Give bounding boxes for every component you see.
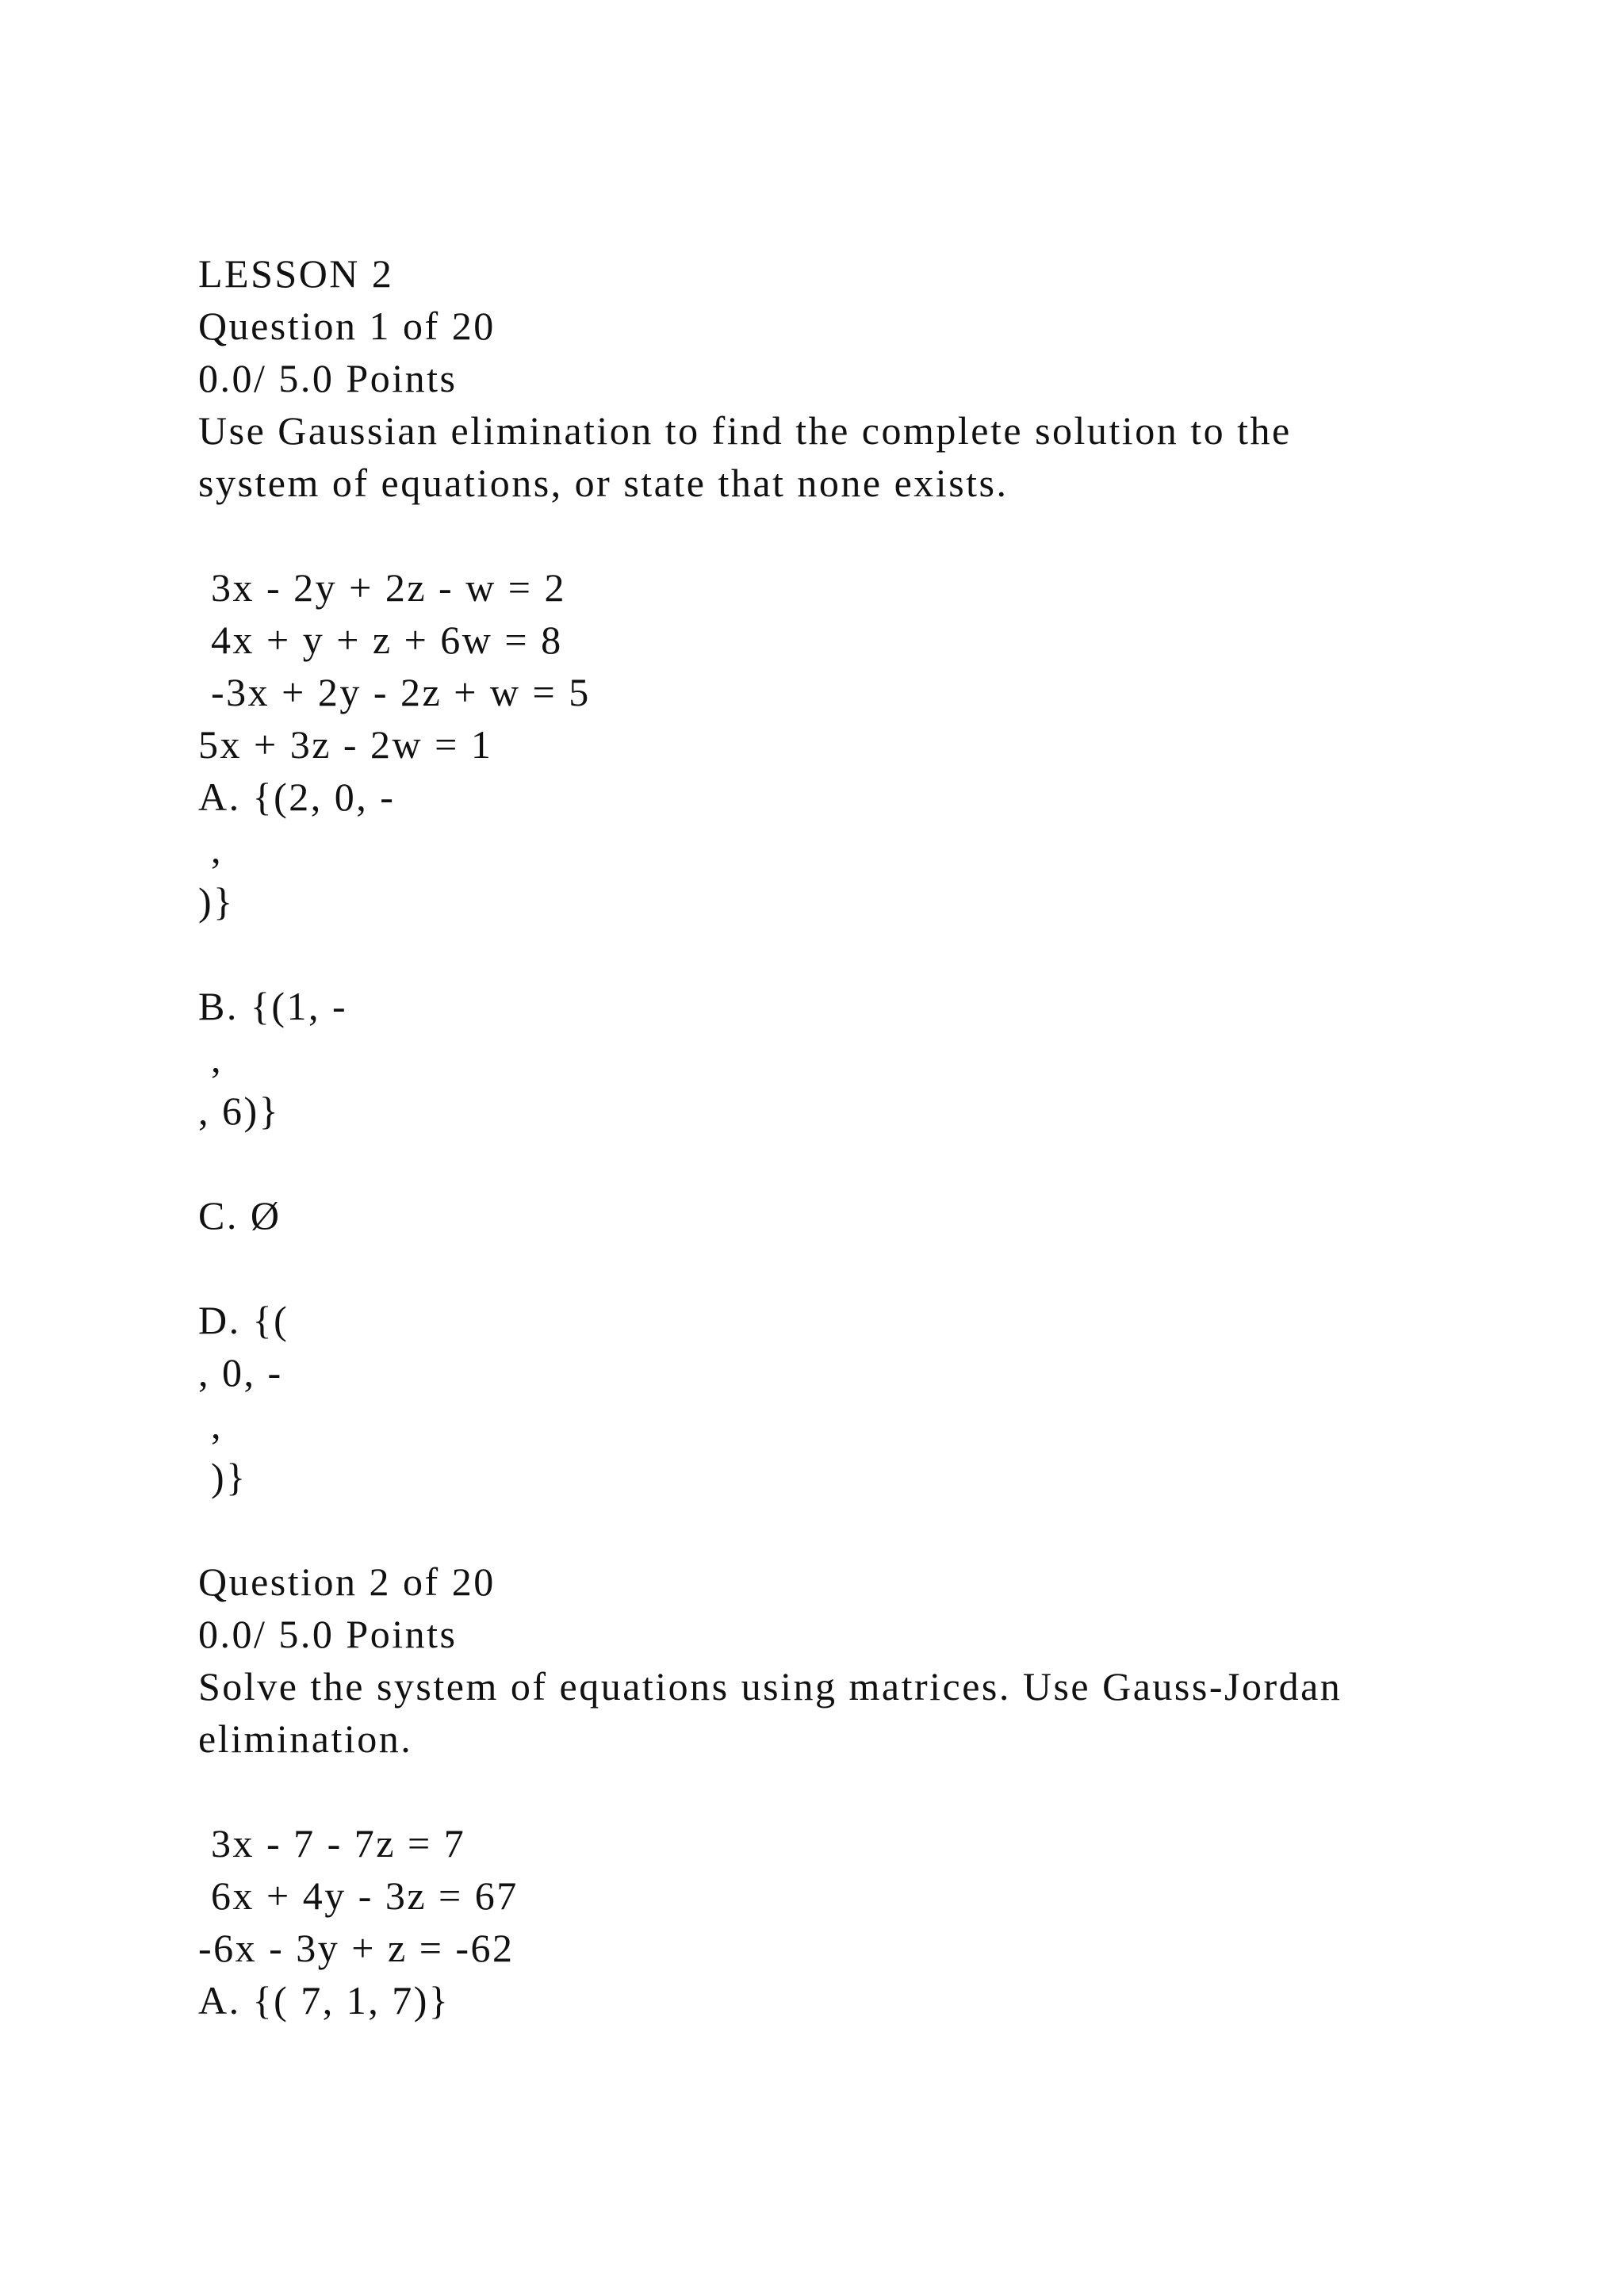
question-2-points: 0.0/ 5.0 Points [198, 1612, 458, 1656]
question-2-number: Question 2 of 20 [198, 1559, 496, 1604]
question-1-prompt-line-2: system of equations, or state that none exists. [198, 461, 1009, 505]
option-a-line-3: )} [198, 879, 235, 924]
equation-2: 4x + y + z + 6w = 8 [211, 618, 563, 662]
question-2-prompt-line-1: Solve the system of equations using matrices. Use Gauss-Jordan [198, 1664, 1342, 1709]
equation-4: 5x + 3z - 2w = 1 [198, 722, 493, 767]
option-b-line-3: , 6)} [198, 1089, 281, 1133]
lesson-title: LESSON 2 [198, 251, 394, 296]
option-c-line-1: C. Ø [198, 1193, 282, 1238]
equation-1: 3x - 2y + 2z - w = 2 [211, 565, 566, 610]
option-d-line-1: D. {( [198, 1298, 289, 1342]
question-1-number: Question 1 of 20 [198, 304, 496, 348]
option-b-line-1: B. {(1, - [198, 984, 348, 1028]
option-b-line-2: , [211, 1036, 223, 1081]
q2-option-a-line-1: A. {( 7, 1, 7)} [198, 1978, 450, 2022]
question-1-points: 0.0/ 5.0 Points [198, 356, 458, 400]
question-2-prompt-line-2: elimination. [198, 1716, 413, 1761]
q2-equation-3: -6x - 3y + z = -62 [198, 1926, 515, 1970]
q2-equation-1: 3x - 7 - 7z = 7 [211, 1821, 466, 1866]
equation-3: -3x + 2y - 2z + w = 5 [211, 670, 591, 714]
q2-equation-2: 6x + 4y - 3z = 67 [211, 1873, 519, 1918]
option-d-line-4: )} [211, 1455, 247, 1499]
option-a-line-2: , [211, 827, 223, 871]
question-1-prompt-line-1: Use Gaussian elimination to find the complete solution to the [198, 408, 1292, 453]
option-d-line-3: , [211, 1402, 223, 1447]
option-a-line-1: A. {(2, 0, - [198, 775, 396, 819]
option-d-line-2: , 0, - [198, 1350, 283, 1395]
